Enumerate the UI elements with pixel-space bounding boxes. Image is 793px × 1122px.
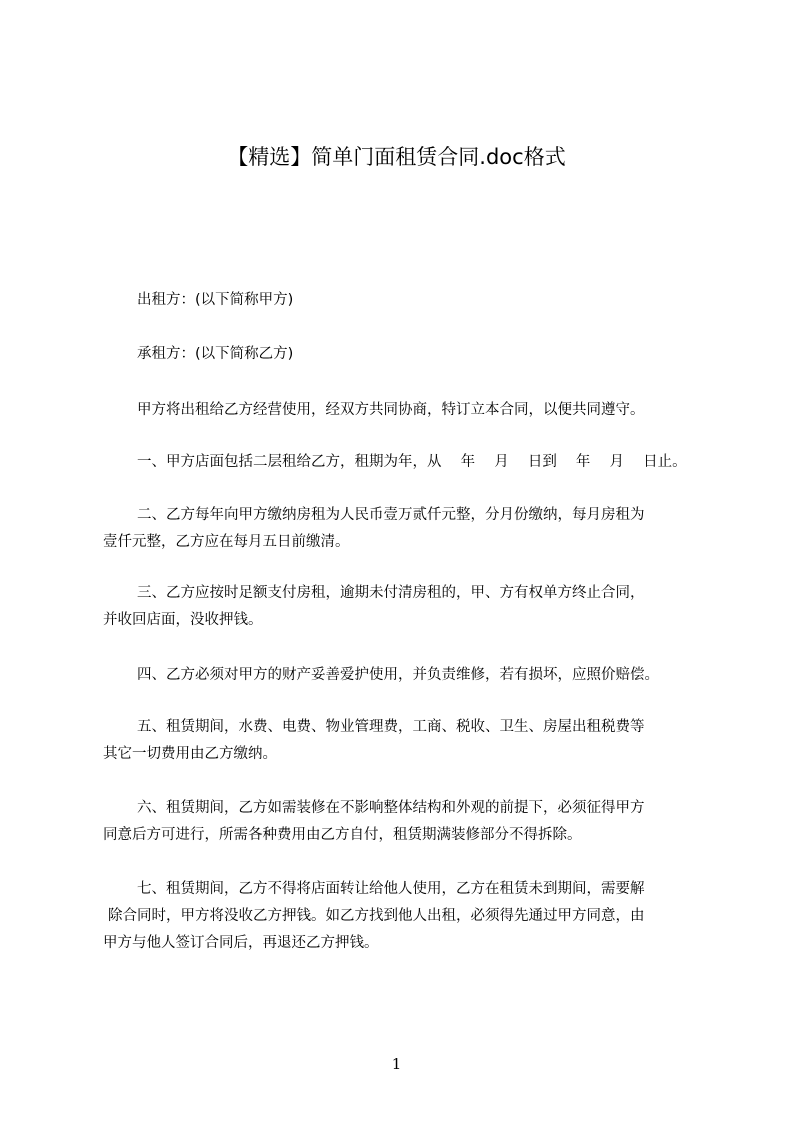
clause-7-line-2: 除合同时，甲方将没收乙方押钱。如乙方找到他人出租，必须得先通过甲方同意，由 — [108, 908, 645, 924]
clause-7-line-3: 甲方与他人签订合同后，再退还乙方押钱。 — [103, 935, 379, 951]
clause-3-line-1: 三、乙方应按时足额支付房租，逾期未付清房租的，甲、方有权单方终止合同， — [137, 585, 645, 601]
clause-1: 一、甲方店面包括二层租给乙方，租期为年，从 年 月 日到 年 月 日止。 — [137, 454, 687, 470]
clause-2-line-2: 壹仟元整，乙方应在每月五日前缴清。 — [103, 534, 350, 550]
page-number: 1 — [391, 1055, 402, 1073]
intro-paragraph: 甲方将出租给乙方经营使用，经双方共同协商，特订立本合同，以便共同遵守。 — [137, 402, 645, 418]
clause-6-line-2: 同意后方可进行，所需各种费用由乙方自付，租赁期满装修部分不得拆除。 — [103, 827, 582, 843]
clause-5-line-2: 其它一切费用由乙方缴纳。 — [103, 746, 277, 762]
lessor-line: 出租方：(以下简称甲方) — [137, 292, 294, 308]
document-title: 【精选】简单门面租赁合同.doc格式 — [227, 145, 566, 169]
lessee-line: 承租方：(以下简称乙方) — [137, 346, 294, 362]
clause-3-line-2: 并收回店面，没收押钱。 — [103, 612, 263, 628]
clause-4: 四、乙方必须对甲方的财产妥善爱护使用，并负责维修，若有损坏，应照价赔偿。 — [137, 667, 659, 683]
clause-5-line-1: 五、租赁期间，水费、电费、物业管理费，工商、税收、卫生、房屋出租税费等 — [137, 719, 645, 735]
clause-6-line-1: 六、租赁期间，乙方如需装修在不影响整体结构和外观的前提下，必须征得甲方 — [137, 800, 645, 816]
clause-2-line-1: 二、乙方每年向甲方缴纳房租为人民币壹万贰仟元整，分月份缴纳，每月房租为 — [137, 507, 645, 523]
clause-7-line-1: 七、租赁期间，乙方不得将店面转让给他人使用，乙方在租赁未到期间，需要解 — [137, 881, 645, 897]
